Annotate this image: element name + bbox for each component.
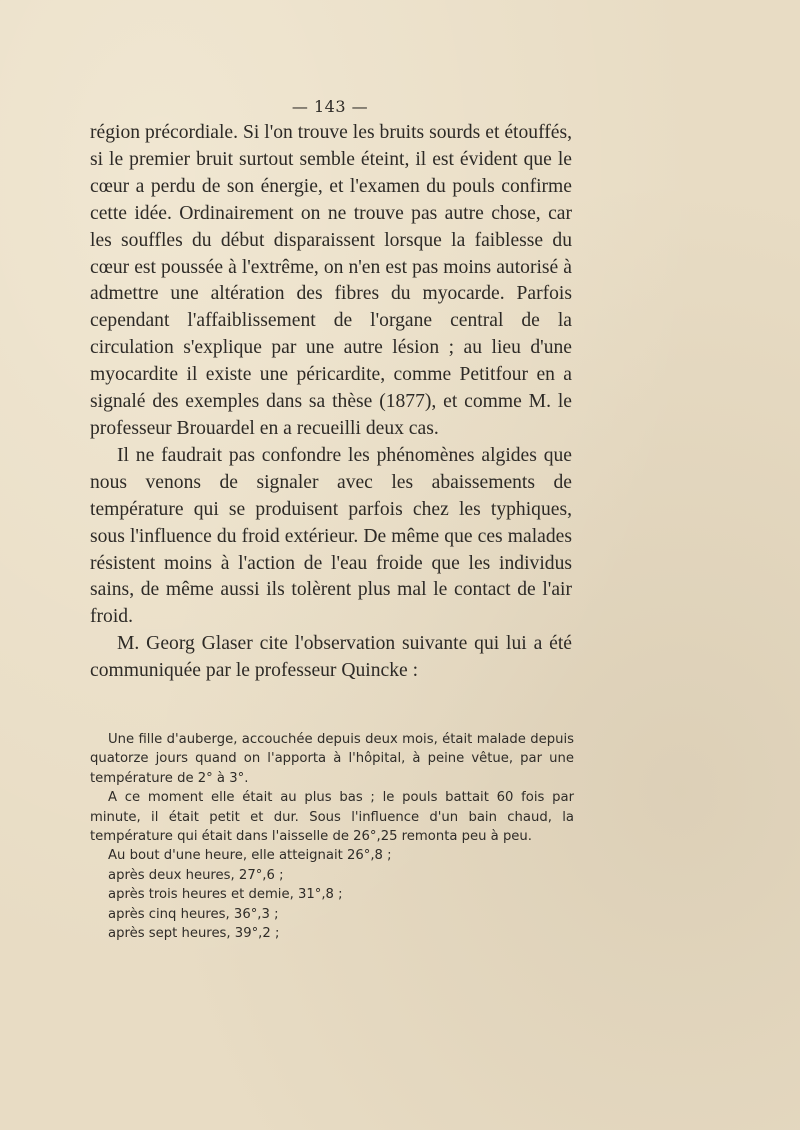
observation-paragraph: Une fille d'auberge, accouchée depuis deux mois, était malade depuis quatorze jours quand on l'apporta à l'hôpital, à peine vêtue, par une température de 2° à 3°. (90, 732, 574, 786)
temperature-reading: après deux heures, 27°,6 ; (108, 867, 284, 883)
temperature-reading: après sept heures, 39°,2 ; (108, 926, 280, 942)
main-text (90, 120, 572, 685)
temperature-reading: après cinq heures, 36°,3 ; (108, 906, 279, 922)
temperature-reading: Au bout d'une heure, elle atteignait 26°,8 ; (108, 848, 392, 864)
observation-paragraph: A ce moment elle était au plus bas ; le pouls battait 60 fois par minute, il était petit et dur. Sous l'influence d'un bain chaud, la température qui était dans l'aisselle de 26°,25 remonta peu à peu. (90, 790, 574, 845)
body-paragraph: région précordiale. Si l'on trouve les bruits sourds et étouffés, si le premier bruit surtout semble éteint, il est évident que le cœur a perdu de son énergie, et l'examen du pouls confirme cette idée. Ordinairement on ne trouve pas autre chose, car les souffles du début disparaissent lorsque la faiblesse du cœur est poussée à l'extrême, on n'en est pas moins autorisé à admettre une altération des fibres du myocarde. Parfois cependant l'affaiblissement de l'organe central de la circulation s'explique par une autre lésion ; au lieu d'une myocardite il existe une péricardite, comme Petitfour en a signalé des exemples dans sa thèse (1877), et comme M. le professeur Brouardel en a recueilli deux cas. (90, 122, 572, 439)
temperature-reading: après trois heures et demie, 31°,8 ; (108, 887, 343, 903)
body-paragraph: Il ne faudrait pas confondre les phénomènes algides que nous venons de signaler avec les abaissements de température qui se produisent parfois chez les typhiques, sous l'influence du froid extérieur. De même que ces malades résistent moins à l'action de l'eau froide que les individus sains, de même aussi ils tolèrent plus mal le contact de l'air froid. (90, 444, 572, 628)
observation-quote (90, 730, 574, 943)
page-number: — 143 — (291, 97, 369, 116)
body-paragraph: M. Georg Glaser cite l'observation suivante qui lui a été communiquée par le professeur Quincke : (90, 633, 572, 682)
